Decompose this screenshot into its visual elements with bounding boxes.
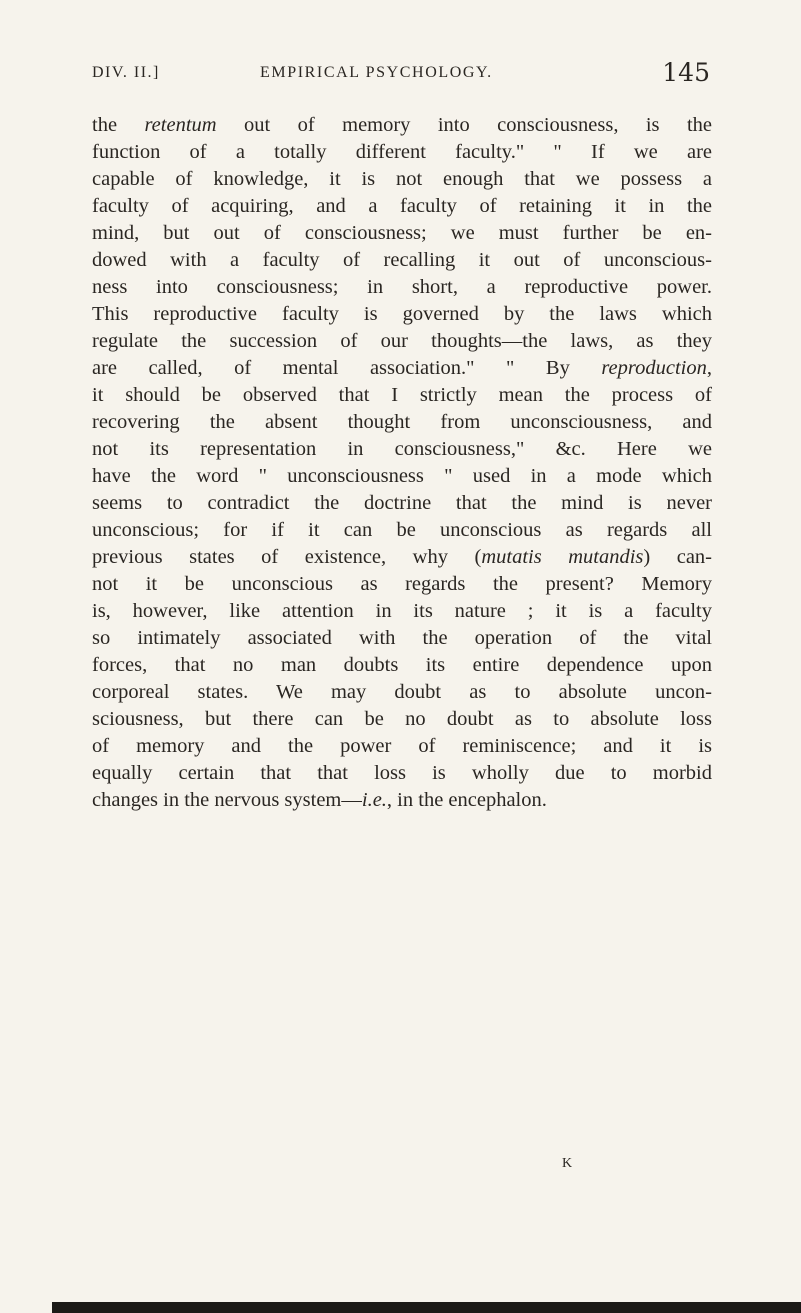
text-line: function of a totally different faculty." " If we are [92, 141, 712, 163]
text-line: mind, but out of consciousness; we must further be en- [92, 222, 712, 244]
text-line: not its representation in consciousness," &c. Here we [92, 438, 712, 460]
running-title: EMPIRICAL PSYCHOLOGY. [260, 64, 493, 81]
text-line: ness into consciousness; in short, a reproductive power. [92, 276, 712, 298]
text-line: previous states of existence, why (mutatis mutandis) can- [92, 546, 712, 568]
text-line: corporeal states. We may doubt as to absolute uncon- [92, 681, 712, 703]
text-line: unconscious; for if it can be unconscious as regards all [92, 519, 712, 541]
page-number: 145 [662, 58, 710, 87]
text-line: forces, that no man doubts its entire dependence upon [92, 654, 712, 676]
text-line: it should be observed that I strictly mean the process of [92, 384, 712, 406]
text-line: equally certain that that loss is wholly due to morbid [92, 762, 712, 784]
text-line: capable of knowledge, it is not enough that we possess a [92, 168, 712, 190]
text-line: faculty of acquiring, and a faculty of retaining it in the [92, 195, 712, 217]
italic-term: i.e. [361, 789, 387, 811]
running-head [92, 58, 710, 92]
text-line: dowed with a faculty of recalling it out of unconscious- [92, 249, 712, 271]
text-line: is, however, like attention in its nature ; it is a faculty [92, 600, 712, 622]
text-line: so intimately associated with the operation of the vital [92, 627, 712, 649]
text-line: This reproductive faculty is governed by the laws which [92, 303, 712, 325]
text-line: are called, of mental association." " By reproduction, [92, 357, 712, 379]
text-line: recovering the absent thought from unconsciousness, and [92, 411, 712, 433]
page-edge-shadow [52, 1302, 801, 1313]
signature-mark: K [562, 1156, 574, 1171]
text-line: seems to contradict the doctrine that the mind is never [92, 492, 712, 514]
text-line: regulate the succession of our thoughts—the laws, as they [92, 330, 712, 352]
text-line: not it be unconscious as regards the present? Memory [92, 573, 712, 595]
text-line: the retentum out of memory into consciousness, is the [92, 114, 712, 136]
italic-term: mutatis mutandis [481, 546, 644, 568]
division-marker: DIV. II.] [92, 64, 160, 81]
text-line: sciousness, but there can be no doubt as to absolute loss [92, 708, 712, 730]
text-line: changes in the nervous system—i.e., in the encephalon. [92, 789, 547, 811]
text-line: of memory and the power of reminiscence; and it is [92, 735, 712, 757]
italic-term: reproduction [601, 357, 707, 379]
text-line: have the word " unconsciousness " used in a mode which [92, 465, 712, 487]
body-paragraph [92, 112, 712, 814]
italic-term: retentum [144, 114, 217, 136]
